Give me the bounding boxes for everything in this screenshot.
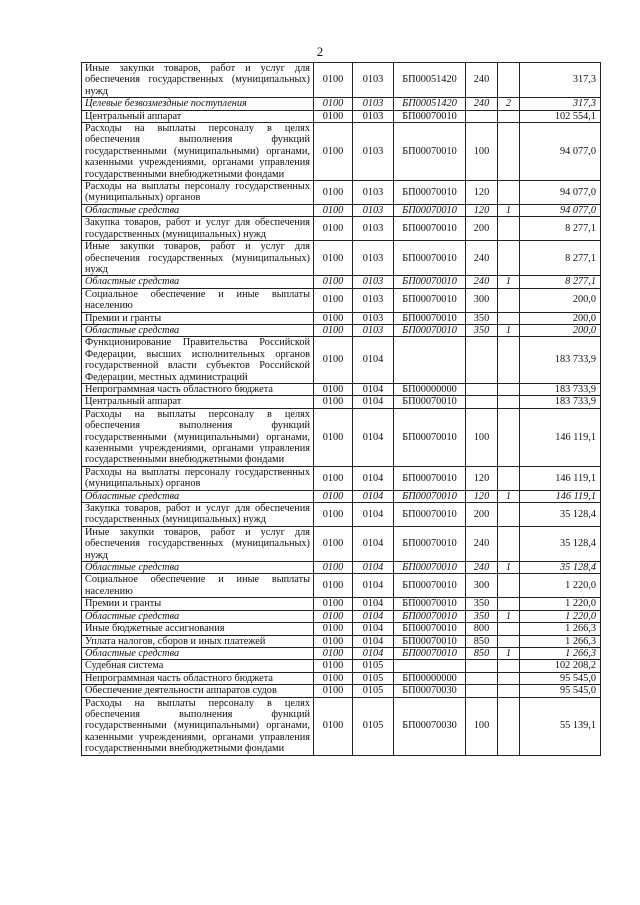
amount: 102 554,1 <box>520 110 601 122</box>
table-row <box>82 610 601 622</box>
funding-source-code <box>498 123 520 181</box>
amount: 146 119,1 <box>520 490 601 502</box>
row-name: Функционирование Правительства Российской Федерации, высших исполнительных органов государственной власти субъектов Российской Федерации, местных администраций <box>82 337 314 384</box>
target-article-code: БП00070010 <box>394 312 466 324</box>
subsection-code: 0103 <box>353 312 394 324</box>
section-code: 0100 <box>314 312 353 324</box>
amount: 146 119,1 <box>520 408 601 466</box>
subsection-code: 0104 <box>353 647 394 659</box>
subsection-code: 0103 <box>353 217 394 241</box>
target-article-code: БП00070010 <box>394 217 466 241</box>
table-row <box>82 241 601 276</box>
funding-source-code: 1 <box>498 204 520 216</box>
amount: 183 733,9 <box>520 383 601 395</box>
row-name: Областные средства <box>82 324 314 336</box>
section-code: 0100 <box>314 647 353 659</box>
table-row <box>82 123 601 181</box>
row-name: Социальное обеспечение и иные выплаты населению <box>82 288 314 312</box>
amount: 1 266,3 <box>520 647 601 659</box>
section-code: 0100 <box>314 181 353 205</box>
amount: 8 277,1 <box>520 241 601 276</box>
expense-type-code: 240 <box>466 63 498 98</box>
row-name: Премии и гранты <box>82 598 314 610</box>
table-row <box>82 562 601 574</box>
table-row <box>82 204 601 216</box>
funding-source-code: 1 <box>498 276 520 288</box>
amount: 317,3 <box>520 98 601 110</box>
section-code: 0100 <box>314 123 353 181</box>
row-name: Расходы на выплаты персоналу государственных (муниципальных) органов <box>82 181 314 205</box>
expense-type-code: 850 <box>466 647 498 659</box>
funding-source-code: 1 <box>498 647 520 659</box>
row-name: Иные закупки товаров, работ и услуг для обеспечения государственных (муниципальных) нужд <box>82 63 314 98</box>
row-name: Непрограммная часть областного бюджета <box>82 672 314 684</box>
budget-rows <box>82 63 601 756</box>
expense-type-code <box>466 337 498 384</box>
amount: 200,0 <box>520 288 601 312</box>
row-name: Областные средства <box>82 204 314 216</box>
table-row <box>82 574 601 598</box>
amount: 1 220,0 <box>520 574 601 598</box>
table-row <box>82 288 601 312</box>
target-article-code: БП00070030 <box>394 685 466 697</box>
target-article-code: БП00070010 <box>394 623 466 635</box>
subsection-code: 0103 <box>353 241 394 276</box>
row-name: Целевые безвозмездные поступления <box>82 98 314 110</box>
target-article-code: БП00070010 <box>394 123 466 181</box>
section-code: 0100 <box>314 98 353 110</box>
table-row <box>82 110 601 122</box>
subsection-code: 0105 <box>353 697 394 755</box>
funding-source-code <box>498 466 520 490</box>
target-article-code: БП00070010 <box>394 288 466 312</box>
table-row <box>82 598 601 610</box>
expense-type-code <box>466 672 498 684</box>
table-row <box>82 324 601 336</box>
row-name: Областные средства <box>82 610 314 622</box>
section-code: 0100 <box>314 63 353 98</box>
target-article-code: БП00070010 <box>394 610 466 622</box>
row-name: Премии и гранты <box>82 312 314 324</box>
subsection-code: 0105 <box>353 672 394 684</box>
funding-source-code <box>498 181 520 205</box>
expense-type-code: 120 <box>466 466 498 490</box>
table-row <box>82 408 601 466</box>
section-code: 0100 <box>314 204 353 216</box>
target-article-code: БП00070010 <box>394 647 466 659</box>
expense-type-code: 800 <box>466 623 498 635</box>
table-row <box>82 685 601 697</box>
row-name: Иные закупки товаров, работ и услуг для обеспечения государственных (муниципальных) нужд <box>82 241 314 276</box>
expense-type-code <box>466 660 498 672</box>
budget-table <box>81 62 601 756</box>
funding-source-code <box>498 526 520 561</box>
target-article-code: БП00070010 <box>394 635 466 647</box>
section-code: 0100 <box>314 396 353 408</box>
subsection-code: 0103 <box>353 181 394 205</box>
subsection-code: 0104 <box>353 635 394 647</box>
section-code: 0100 <box>314 598 353 610</box>
subsection-code: 0105 <box>353 660 394 672</box>
subsection-code: 0104 <box>353 526 394 561</box>
row-name: Расходы на выплаты персоналу в целях обеспечения выполнения функций государственными (муниципальными) органами, казенными учреждениями, органами управления государственными внебюджетными фондами <box>82 697 314 755</box>
row-name: Иные закупки товаров, работ и услуг для обеспечения государственных (муниципальных) нужд <box>82 526 314 561</box>
subsection-code: 0104 <box>353 396 394 408</box>
section-code: 0100 <box>314 574 353 598</box>
amount: 1 266,3 <box>520 635 601 647</box>
target-article-code: БП00070010 <box>394 490 466 502</box>
subsection-code: 0104 <box>353 383 394 395</box>
expense-type-code: 120 <box>466 490 498 502</box>
subsection-code: 0103 <box>353 110 394 122</box>
table-row <box>82 466 601 490</box>
subsection-code: 0104 <box>353 466 394 490</box>
amount: 94 077,0 <box>520 123 601 181</box>
section-code: 0100 <box>314 466 353 490</box>
expense-type-code: 240 <box>466 241 498 276</box>
table-row <box>82 63 601 98</box>
subsection-code: 0103 <box>353 288 394 312</box>
amount: 35 128,4 <box>520 562 601 574</box>
expense-type-code: 120 <box>466 204 498 216</box>
expense-type-code: 350 <box>466 324 498 336</box>
funding-source-code <box>498 408 520 466</box>
row-name: Расходы на выплаты персоналу в целях обеспечения выполнения функций государственными (муниципальными) органами, казенными учреждениями, органами управления государственными внебюджетными фондами <box>82 408 314 466</box>
target-article-code: БП00051420 <box>394 98 466 110</box>
section-code: 0100 <box>314 217 353 241</box>
table-row <box>82 181 601 205</box>
section-code: 0100 <box>314 110 353 122</box>
row-name: Уплата налогов, сборов и иных платежей <box>82 635 314 647</box>
amount: 35 128,4 <box>520 526 601 561</box>
subsection-code: 0104 <box>353 408 394 466</box>
table-row <box>82 337 601 384</box>
expense-type-code: 100 <box>466 123 498 181</box>
funding-source-code <box>498 503 520 527</box>
section-code: 0100 <box>314 672 353 684</box>
funding-source-code <box>498 288 520 312</box>
expense-type-code <box>466 383 498 395</box>
funding-source-code <box>498 660 520 672</box>
section-code: 0100 <box>314 610 353 622</box>
target-article-code: БП00070010 <box>394 503 466 527</box>
amount: 1 220,0 <box>520 598 601 610</box>
funding-source-code: 2 <box>498 98 520 110</box>
row-name: Областные средства <box>82 562 314 574</box>
subsection-code: 0104 <box>353 623 394 635</box>
amount: 1 220,0 <box>520 610 601 622</box>
row-name: Областные средства <box>82 276 314 288</box>
section-code: 0100 <box>314 697 353 755</box>
expense-type-code: 300 <box>466 288 498 312</box>
subsection-code: 0103 <box>353 98 394 110</box>
row-name: Иные бюджетные ассигнования <box>82 623 314 635</box>
amount: 102 208,2 <box>520 660 601 672</box>
funding-source-code <box>498 110 520 122</box>
target-article-code: БП00070010 <box>394 562 466 574</box>
subsection-code: 0104 <box>353 598 394 610</box>
amount: 317,3 <box>520 63 601 98</box>
funding-source-code: 1 <box>498 490 520 502</box>
target-article-code: БП00070010 <box>394 526 466 561</box>
table-row <box>82 635 601 647</box>
expense-type-code: 120 <box>466 181 498 205</box>
funding-source-code <box>498 685 520 697</box>
row-name: Закупка товаров, работ и услуг для обеспечения государственных (муниципальных) нужд <box>82 503 314 527</box>
target-article-code: БП00000000 <box>394 383 466 395</box>
table-row <box>82 647 601 659</box>
expense-type-code: 240 <box>466 98 498 110</box>
row-name: Судебная система <box>82 660 314 672</box>
subsection-code: 0104 <box>353 503 394 527</box>
section-code: 0100 <box>314 526 353 561</box>
row-name: Обеспечение деятельности аппаратов судов <box>82 685 314 697</box>
expense-type-code: 300 <box>466 574 498 598</box>
row-name: Расходы на выплаты персоналу государственных (муниципальных) органов <box>82 466 314 490</box>
section-code: 0100 <box>314 383 353 395</box>
target-article-code <box>394 337 466 384</box>
funding-source-code <box>498 337 520 384</box>
row-name: Непрограммная часть областного бюджета <box>82 383 314 395</box>
expense-type-code: 350 <box>466 598 498 610</box>
table-row <box>82 697 601 755</box>
target-article-code: БП00070030 <box>394 697 466 755</box>
target-article-code: БП00000000 <box>394 672 466 684</box>
section-code: 0100 <box>314 241 353 276</box>
amount: 183 733,9 <box>520 396 601 408</box>
subsection-code: 0103 <box>353 276 394 288</box>
section-code: 0100 <box>314 635 353 647</box>
section-code: 0100 <box>314 337 353 384</box>
amount: 95 545,0 <box>520 685 601 697</box>
row-name: Областные средства <box>82 490 314 502</box>
table-row <box>82 660 601 672</box>
table-row <box>82 312 601 324</box>
section-code: 0100 <box>314 685 353 697</box>
section-code: 0100 <box>314 503 353 527</box>
row-name: Расходы на выплаты персоналу в целях обеспечения выполнения функций государственными (муниципальными) органами, казенными учреждениями, органами управления государственными внебюджетными фондами <box>82 123 314 181</box>
expense-type-code: 850 <box>466 635 498 647</box>
funding-source-code <box>498 635 520 647</box>
subsection-code: 0105 <box>353 685 394 697</box>
table-row <box>82 98 601 110</box>
target-article-code: БП00070010 <box>394 324 466 336</box>
expense-type-code: 240 <box>466 526 498 561</box>
row-name: Социальное обеспечение и иные выплаты населению <box>82 574 314 598</box>
funding-source-code: 1 <box>498 610 520 622</box>
target-article-code: БП00070010 <box>394 276 466 288</box>
section-code: 0100 <box>314 324 353 336</box>
funding-source-code: 1 <box>498 324 520 336</box>
funding-source-code: 1 <box>498 562 520 574</box>
target-article-code: БП00070010 <box>394 466 466 490</box>
row-name: Областные средства <box>82 647 314 659</box>
expense-type-code <box>466 396 498 408</box>
table-row <box>82 526 601 561</box>
subsection-code: 0103 <box>353 204 394 216</box>
page-number: 2 <box>316 44 324 59</box>
table-row <box>82 396 601 408</box>
expense-type-code: 100 <box>466 408 498 466</box>
section-code: 0100 <box>314 490 353 502</box>
section-code: 0100 <box>314 562 353 574</box>
table-row <box>82 503 601 527</box>
expense-type-code: 240 <box>466 276 498 288</box>
amount: 94 077,0 <box>520 181 601 205</box>
table-row <box>82 490 601 502</box>
amount: 8 277,1 <box>520 217 601 241</box>
table-row <box>82 217 601 241</box>
table-row <box>82 672 601 684</box>
expense-type-code <box>466 685 498 697</box>
expense-type-code: 350 <box>466 610 498 622</box>
amount: 200,0 <box>520 324 601 336</box>
subsection-code: 0104 <box>353 490 394 502</box>
amount: 8 277,1 <box>520 276 601 288</box>
funding-source-code <box>498 574 520 598</box>
section-code: 0100 <box>314 276 353 288</box>
target-article-code <box>394 660 466 672</box>
amount: 94 077,0 <box>520 204 601 216</box>
table-row <box>82 623 601 635</box>
funding-source-code <box>498 241 520 276</box>
funding-source-code <box>498 623 520 635</box>
funding-source-code <box>498 672 520 684</box>
amount: 95 545,0 <box>520 672 601 684</box>
target-article-code: БП00070010 <box>394 204 466 216</box>
expense-type-code: 240 <box>466 562 498 574</box>
subsection-code: 0104 <box>353 610 394 622</box>
target-article-code: БП00070010 <box>394 110 466 122</box>
subsection-code: 0104 <box>353 337 394 384</box>
funding-source-code <box>498 312 520 324</box>
subsection-code: 0104 <box>353 562 394 574</box>
row-name: Центральный аппарат <box>82 110 314 122</box>
target-article-code: БП00070010 <box>394 181 466 205</box>
subsection-code: 0104 <box>353 574 394 598</box>
target-article-code: БП00070010 <box>394 408 466 466</box>
section-code: 0100 <box>314 623 353 635</box>
section-code: 0100 <box>314 288 353 312</box>
table-row <box>82 276 601 288</box>
section-code: 0100 <box>314 660 353 672</box>
target-article-code: БП00070010 <box>394 574 466 598</box>
amount: 200,0 <box>520 312 601 324</box>
amount: 146 119,1 <box>520 466 601 490</box>
funding-source-code <box>498 396 520 408</box>
expense-type-code: 350 <box>466 312 498 324</box>
row-name: Закупка товаров, работ и услуг для обеспечения государственных (муниципальных) нужд <box>82 217 314 241</box>
funding-source-code <box>498 63 520 98</box>
expense-type-code: 200 <box>466 217 498 241</box>
subsection-code: 0103 <box>353 63 394 98</box>
target-article-code: БП00070010 <box>394 598 466 610</box>
funding-source-code <box>498 697 520 755</box>
amount: 183 733,9 <box>520 337 601 384</box>
expense-type-code: 100 <box>466 697 498 755</box>
subsection-code: 0103 <box>353 123 394 181</box>
amount: 35 128,4 <box>520 503 601 527</box>
subsection-code: 0103 <box>353 324 394 336</box>
target-article-code: БП00051420 <box>394 63 466 98</box>
expense-type-code: 200 <box>466 503 498 527</box>
section-code: 0100 <box>314 408 353 466</box>
funding-source-code <box>498 383 520 395</box>
funding-source-code <box>498 217 520 241</box>
target-article-code: БП00070010 <box>394 396 466 408</box>
row-name: Центральный аппарат <box>82 396 314 408</box>
amount: 1 266,3 <box>520 623 601 635</box>
funding-source-code <box>498 598 520 610</box>
target-article-code: БП00070010 <box>394 241 466 276</box>
amount: 55 139,1 <box>520 697 601 755</box>
table-row <box>82 383 601 395</box>
expense-type-code <box>466 110 498 122</box>
